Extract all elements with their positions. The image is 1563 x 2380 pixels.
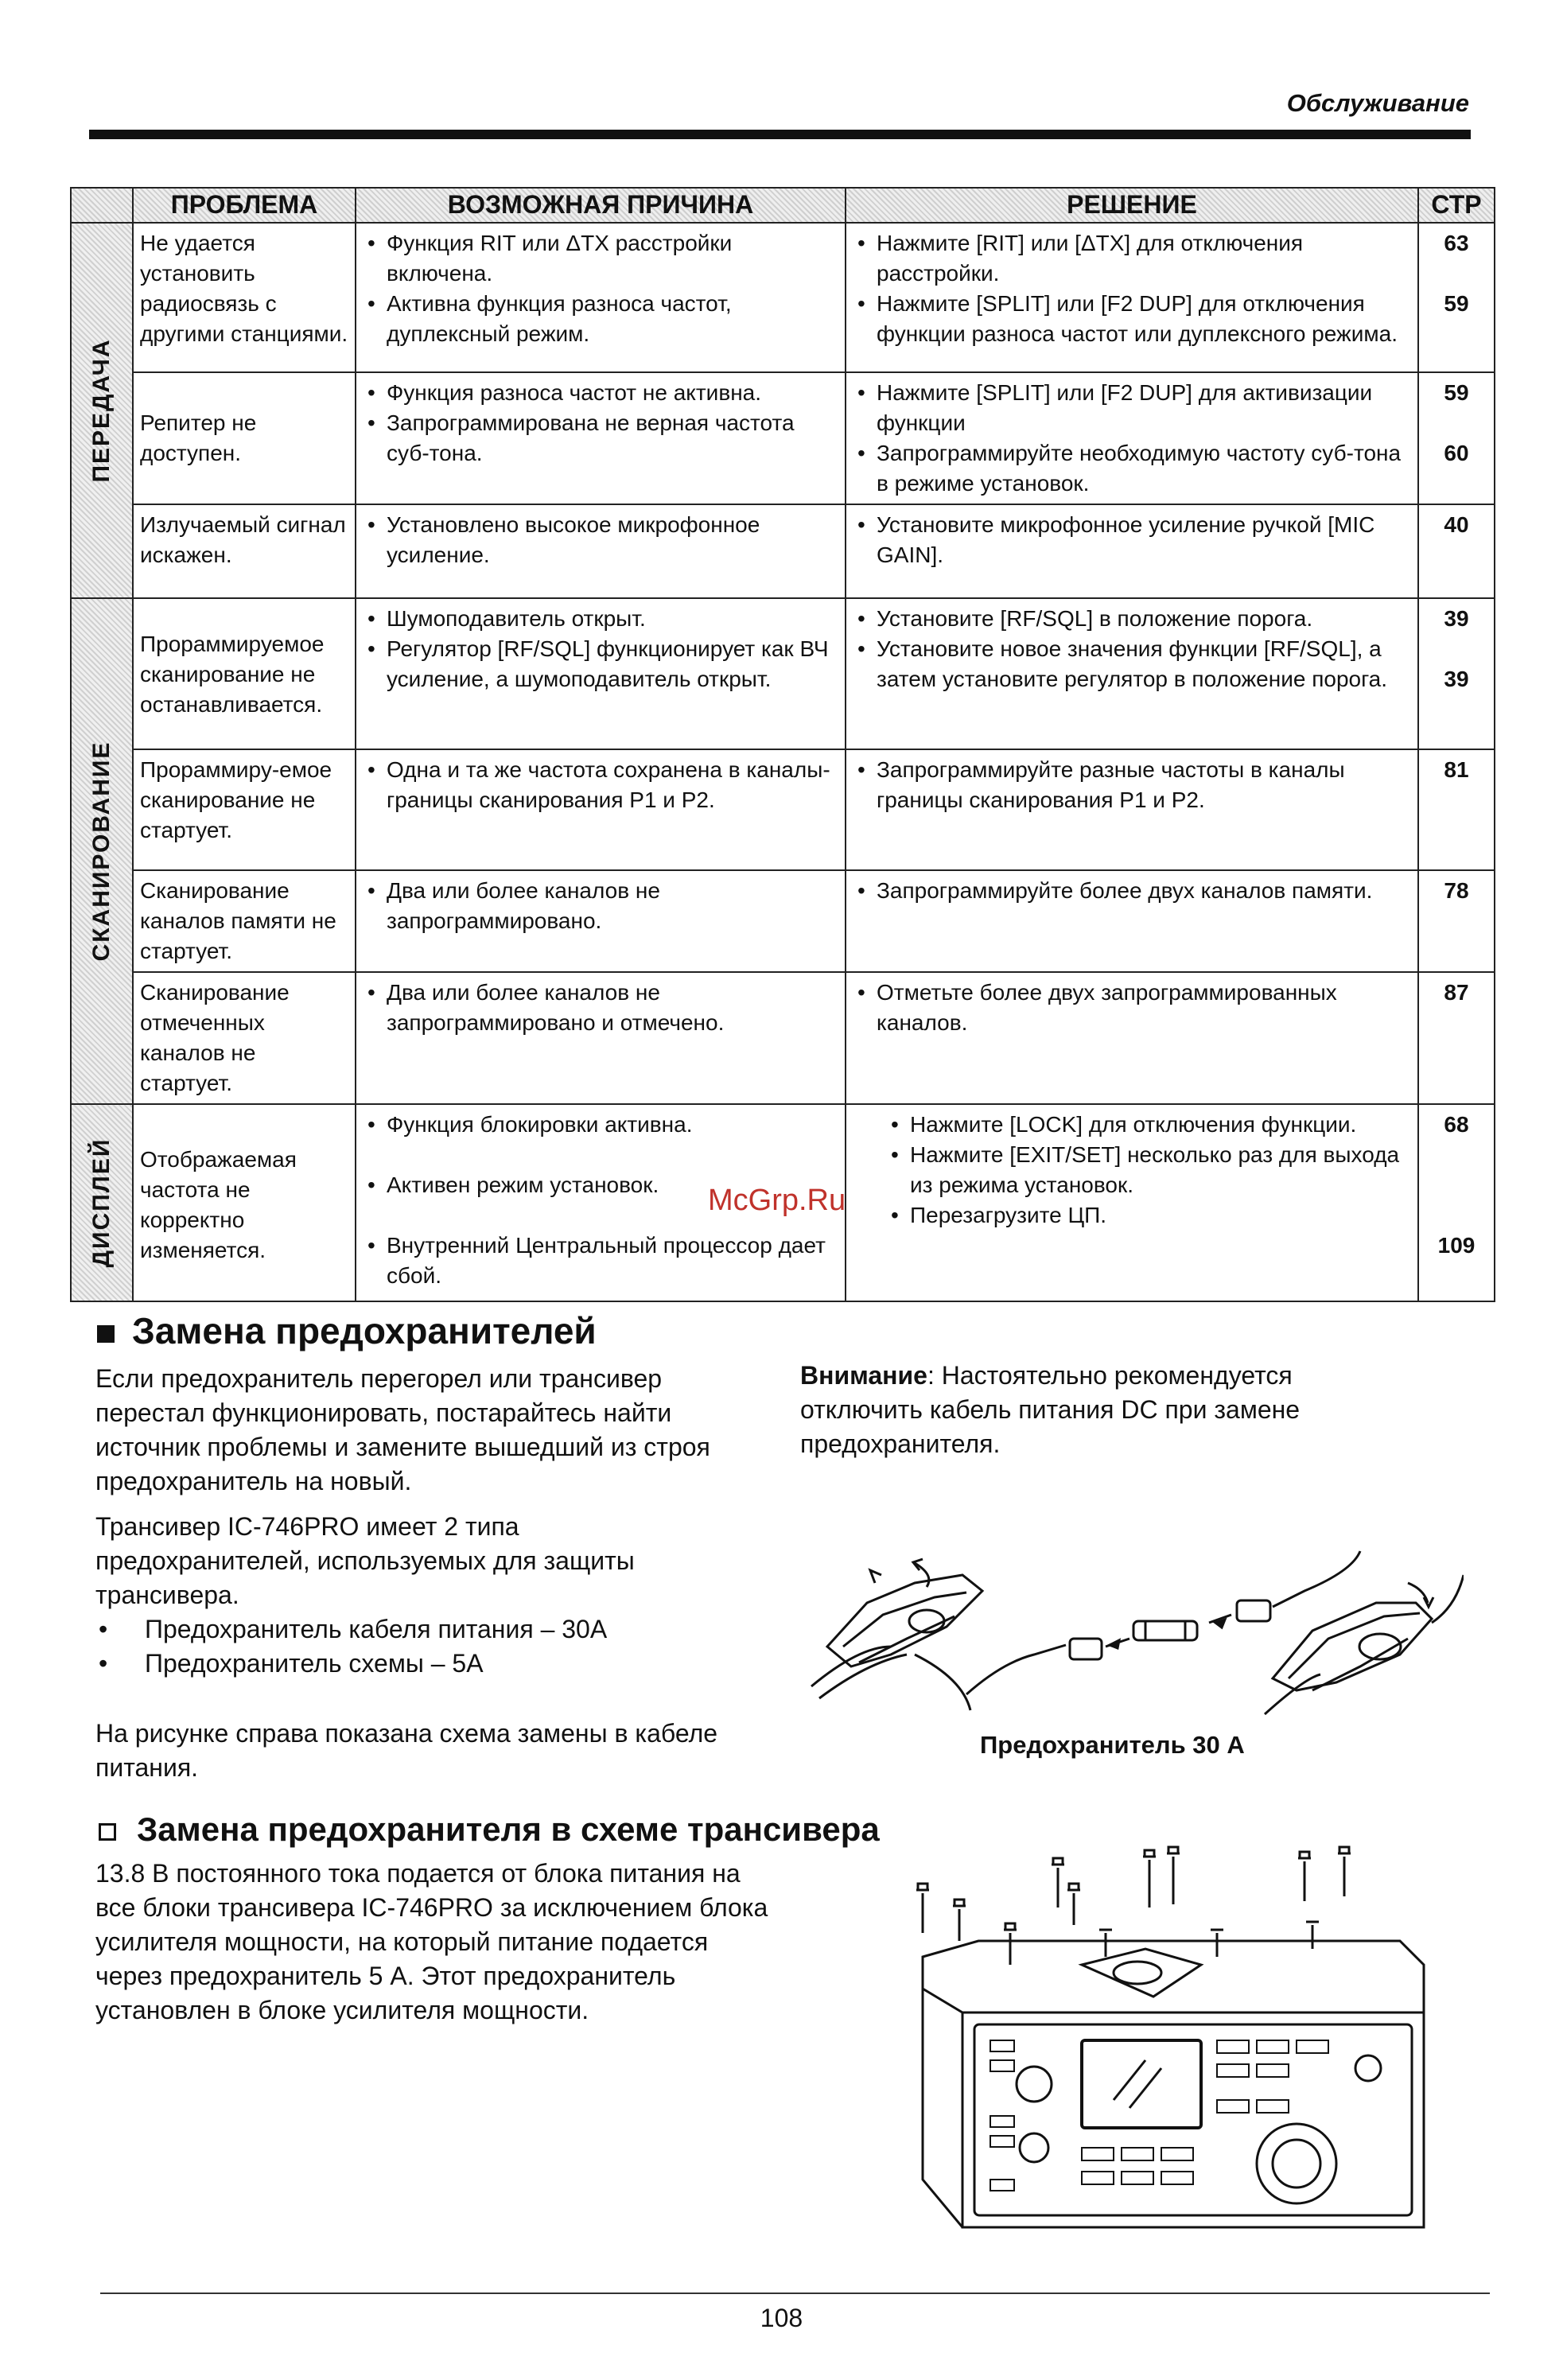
fuse-types (95, 1510, 740, 1681)
section-title-fuses (97, 1309, 597, 1352)
cause-item: • Два или более каналов не запрограммировано. (363, 876, 838, 936)
transceiver-illustration (883, 1845, 1432, 2259)
troubleshooting-table (70, 187, 1495, 1302)
solution-cell (846, 749, 1418, 870)
cause-item: • Функция разноса частот не активна. (363, 378, 838, 408)
running-header: Обслуживание (1286, 89, 1469, 117)
solution-cell (846, 223, 1418, 372)
col-header-cause: ВОЗМОЖНАЯ ПРИЧИНА (356, 188, 846, 223)
problem-cell (133, 372, 356, 504)
problem-cell (133, 1104, 356, 1301)
fuse-types-intro: Трансивер IC-746PRO имеет 2 типа предохранителей, используемых для защиты трансивера. (95, 1512, 635, 1609)
cause-item: • Внутренний Центральный процессор дает сбой. (363, 1231, 838, 1291)
problem-text: Репитер не доступен. (140, 410, 257, 465)
cause-item: • Регулятор [RF/SQL] функционирует как ВЧ усиление, а шумоподавитель открыт. (363, 634, 838, 694)
cause-item: • Функция RIT или ΔTX расстройки включена. (363, 228, 838, 289)
header-corner (71, 188, 133, 223)
figure-note: На рисунке справа показана схема замены в кабеле питания. (95, 1719, 718, 1782)
solution-cell (846, 972, 1418, 1104)
footer-rule (100, 2292, 1490, 2294)
page-cell (1418, 972, 1495, 1104)
cause-cell (356, 598, 846, 749)
figure-caption: Предохранитель 30 А (980, 1731, 1245, 1759)
problem-cell (133, 598, 356, 749)
solution-item: • Запрограммируйте необходимую частоту суб-тона в режиме установок. (853, 438, 1411, 499)
solution-cell (846, 598, 1418, 749)
table-row (71, 870, 1495, 972)
problem-cell: Сканирование каналов памяти не стартует. (133, 870, 356, 972)
cause-cell (356, 870, 846, 972)
cause-cell (356, 372, 846, 504)
problem-cell: Не удается установить радиосвязь с другими станциями. (133, 223, 356, 372)
subsection-title-circuit (99, 1810, 880, 1849)
solution-item: • Установите [RF/SQL] в положение порога. (853, 604, 1411, 634)
cause-item: • Функция блокировки активна. (363, 1110, 838, 1140)
table-row (71, 749, 1495, 870)
cause-cell (356, 972, 846, 1104)
problem-cell: Сканирование отмеченных каналов не стартует. (133, 972, 356, 1104)
solution-item: • Нажмите [EXIT/SET] несколько раз для выхода из режима установок. (886, 1140, 1411, 1200)
page-ref: 78 (1444, 878, 1469, 903)
fuse-title-text: Замена предохранителей (132, 1310, 597, 1351)
page-ref: 63 (1444, 231, 1469, 255)
page-ref: 40 (1444, 512, 1469, 537)
fuse-intro: Если предохранитель перегорел или трансивер перестал функционировать, постарайтесь найти источник проблемы и замените вышедший из строя предохранитель на новый. (95, 1364, 710, 1495)
watermark: McGrp.Ru (708, 1184, 846, 1217)
solution-item: • Установите новое значения функции [RF/SQL], а затем установите регулятор в положение порога. (853, 634, 1411, 694)
page-cell (1418, 749, 1495, 870)
page-ref: 60 (1444, 441, 1469, 465)
solution-item: • Перезагрузите ЦП. (886, 1200, 1411, 1231)
problem-cell: Излучаемый сигнал искажен. (133, 504, 356, 598)
page-cell (1418, 504, 1495, 598)
subsection-bullet-icon (99, 1823, 116, 1841)
table-row (71, 372, 1495, 504)
cause-item: • Установлено высокое микрофонное усиление. (363, 510, 838, 570)
cause-item: • Запрограммирована не верная частота суб-тона. (363, 408, 838, 469)
table-header-row (71, 188, 1495, 223)
section-scan (71, 598, 133, 1104)
page-ref: 68 (1444, 1112, 1469, 1137)
page-cell (1418, 870, 1495, 972)
page-cell (1418, 223, 1495, 372)
section-label: ПЕРЕДАЧА (88, 338, 115, 483)
table-row (71, 504, 1495, 598)
fuse-type-item: • Предохранитель схемы – 5A (95, 1647, 740, 1681)
page-ref: 39 (1444, 667, 1469, 691)
solution-cell (846, 372, 1418, 504)
cause-item: • Два или более каналов не запрограммировано и отмечено. (363, 978, 838, 1038)
section-transmit (71, 223, 133, 598)
screw-icons (916, 1847, 1351, 1965)
solution-item: • Запрограммируйте разные частоты в каналы границы сканирования P1 и P2. (853, 755, 1411, 815)
solution-item: • Установите микрофонное усиление ручкой [MIC GAIN]. (853, 510, 1411, 570)
warning-label: Внимание (800, 1361, 927, 1390)
section-bullet-icon (97, 1325, 115, 1343)
solution-item: • Запрограммируйте более двух каналов памяти. (853, 876, 1411, 906)
table-row (71, 223, 1495, 372)
solution-item: • Нажмите [SPLIT] или [F2 DUP] для отключения функции разноса частот или дуплексного режима. (853, 289, 1411, 349)
page-cell (1418, 1104, 1495, 1301)
col-header-page: СТР (1418, 188, 1495, 223)
circuit-title-text: Замена предохранителя в схеме трансивера (137, 1810, 880, 1848)
cause-cell (356, 504, 846, 598)
fuse-type-item: • Предохранитель кабеля питания – 30A (95, 1612, 740, 1647)
cause-item: • Шумоподавитель открыт. (363, 604, 838, 634)
section-label: ДИСПЛЕЙ (88, 1138, 115, 1268)
section-display (71, 1104, 133, 1301)
solution-cell (846, 1104, 1418, 1301)
page-ref: 87 (1444, 980, 1469, 1005)
cause-cell (356, 223, 846, 372)
col-header-problem: ПРОБЛЕМА (133, 188, 356, 223)
page-ref: 59 (1444, 291, 1469, 316)
problem-text: Отображаемая частота не корректно изменяется. (140, 1147, 297, 1262)
page-ref: 81 (1444, 757, 1469, 782)
solution-item: • Нажмите [LOCK] для отключения функции. (886, 1110, 1411, 1140)
page-ref: 109 (1437, 1233, 1476, 1258)
page-cell (1418, 598, 1495, 749)
solution-item: • Нажмите [RIT] или [ΔTX] для отключения расстройки. (853, 228, 1411, 289)
fuse-holder-illustration (795, 1527, 1464, 1726)
solution-item: • Нажмите [SPLIT] или [F2 DUP] для активизации функции (853, 378, 1411, 438)
solution-item: • Отметьте более двух запрограммированных каналов. (853, 978, 1411, 1038)
table-row (71, 972, 1495, 1104)
section-label: СКАНИРОВАНИЕ (88, 741, 115, 962)
warning-text: : Настоятельно рекомендуется отключить кабель питания DC при замене предохранителя. (800, 1361, 1301, 1458)
table-row (71, 598, 1495, 749)
page-number: 108 (760, 2304, 803, 2332)
circuit-text: 13.8 В постоянного тока подается от блока питания на все блоки трансивера IC-746PRO за исключением блока усилителя мощности, на который питание подается через предохранитель 5 А. Этот предохранитель установлен в блоке усилителя мощности. (95, 1859, 768, 2024)
col-header-solution: РЕШЕНИЕ (846, 188, 1418, 223)
page-ref: 59 (1444, 380, 1469, 405)
header-rule (89, 130, 1471, 139)
problem-cell: Прораммиру-емое сканирование не стартует. (133, 749, 356, 870)
page-ref: 39 (1444, 606, 1469, 631)
fuse-warning (800, 1359, 1389, 1461)
problem-text: Прораммируемое сканирование не останавливается. (140, 632, 325, 717)
cause-item: • Активна функция разноса частот, дуплексный режим. (363, 289, 838, 349)
cause-item: • Активен режим установок. (363, 1170, 838, 1200)
solution-cell (846, 504, 1418, 598)
solution-cell (846, 870, 1418, 972)
cause-cell (356, 749, 846, 870)
cause-item: • Одна и та же частота сохранена в каналы-границы сканирования P1 и P2. (363, 755, 838, 815)
page-cell (1418, 372, 1495, 504)
